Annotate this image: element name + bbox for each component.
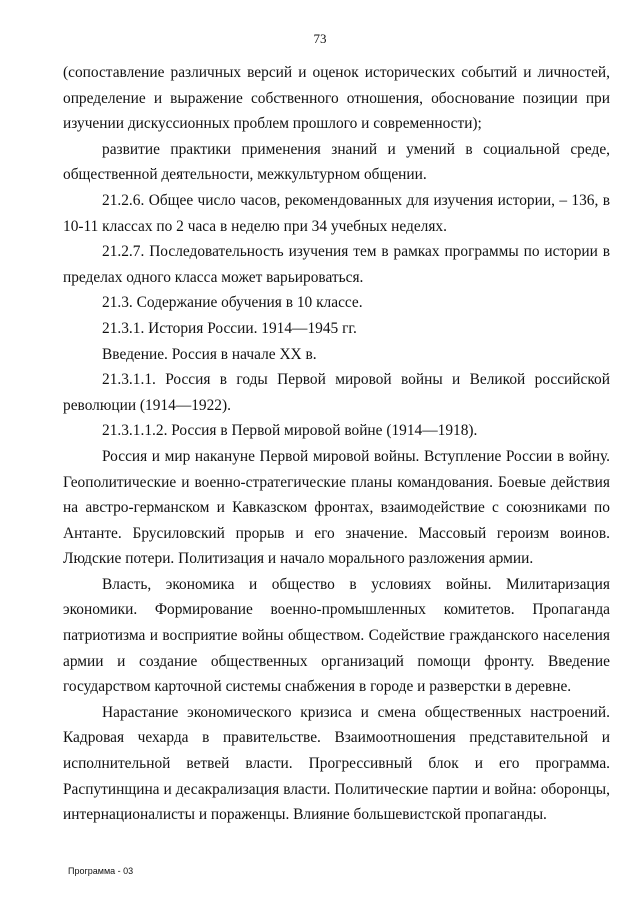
section-heading-history: 21.3.1. История России. 1914—1945 гг. <box>102 319 357 337</box>
section-heading-revolution: 21.3.1.1. Россия в годы Первой мировой войны и Великой российской революции (1914—1922). <box>63 371 610 414</box>
paragraph-power-economy: Власть, экономика и общество в условиях войны. Милитаризация экономики. Формирование военно-промышленных комитетов. Пропаганда патриотизма и восприятие войны обществом. Содействие гражданского населения армии и создание общественных организаций помощи фронту. Введение государством карточной системы снабжения в городе и разверстки в деревне. <box>63 575 610 696</box>
paragraph-crisis: Нарастание экономического кризиса и смена общественных настроений. Кадровая чехарда в правительстве. Взаимоотношения представительной и исполнительной ветвей власти. Прогрессивный блок и его программа. Распутинщина и десакрализация власти. Политические партии и война: оборонцы, интернационалисты и пораженцы. Влияние большевистской пропаганды. <box>63 703 610 824</box>
section-heading-content: 21.3. Содержание обучения в 10 классе. <box>102 294 363 312</box>
section-heading-wwi: 21.3.1.1.2. Россия в Первой мировой войне (1914—1918). <box>102 422 478 440</box>
footer-program-code: Программа - 03 <box>68 866 134 876</box>
document-body <box>63 60 610 828</box>
paragraph-hours: 21.2.6. Общее число часов, рекомендованных для изучения истории, – 136, в 10-11 классах по 2 часа в неделю при 34 учебных неделях. <box>63 191 610 235</box>
section-heading-introduction: Введение. Россия в начале XX в. <box>102 345 317 363</box>
paragraph-comparison: (сопоставление различных версий и оценок исторических событий и личностей, определение и выражение собственного отношения, обоснование позиции при изучении дискуссионных проблем прошлого и современности); <box>63 64 610 133</box>
paragraph-russia-and-world: Россия и мир накануне Первой мировой войны. Вступление России в войну. Геополитические и военно-стратегические планы командования. Боевые действия на австро-германском и Кавказском фронтах, взаимодействие с союзниками по Антанте. Брусиловский прорыв и его значение. Массовый героизм воинов. Людские потери. Политизация и начало морального разложения армии. <box>63 447 610 568</box>
paragraph-practice: развитие практики применения знаний и умений в социальной среде, общественной деятельности, межкультурном общении. <box>63 140 610 184</box>
page-number: 73 <box>313 31 327 46</box>
paragraph-sequence: 21.2.7. Последовательность изучения тем в рамках программы по истории в пределах одного класса может варьироваться. <box>63 243 610 286</box>
